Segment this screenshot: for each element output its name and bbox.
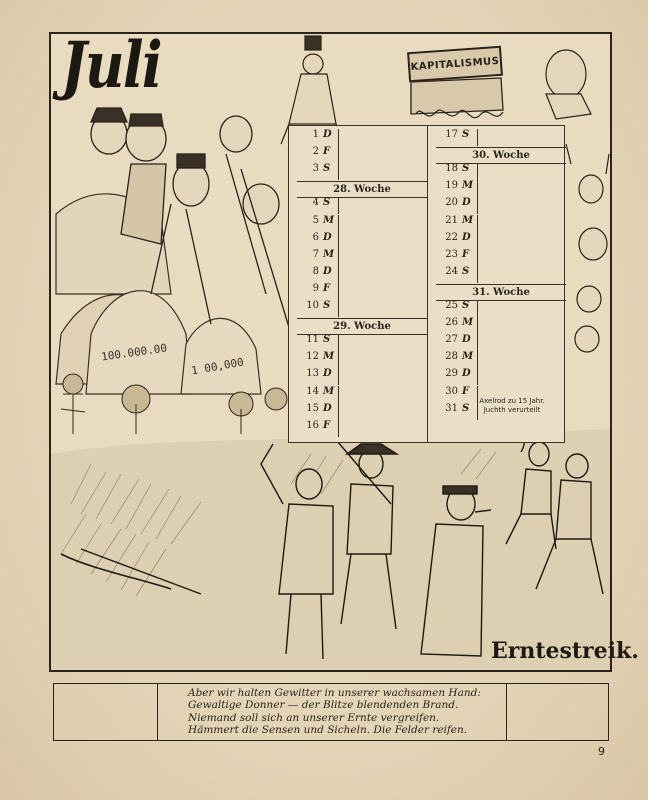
row-separator xyxy=(338,197,339,214)
weekday-letter: F xyxy=(323,146,331,158)
calendar-day-row xyxy=(428,129,566,146)
calendar-day-row xyxy=(428,180,566,197)
weekday-letter: S xyxy=(323,300,331,311)
row-separator xyxy=(477,249,478,266)
day-number: 8 xyxy=(312,265,319,277)
poem-text xyxy=(188,687,481,737)
weekday-letter: D xyxy=(462,197,471,209)
day-number: 18 xyxy=(445,163,458,175)
row-separator xyxy=(477,266,478,283)
day-number: 28 xyxy=(445,351,458,363)
calendar-day-row xyxy=(289,403,427,420)
poem-line: Niemand soll sich an unserer Ernte vergreifen. xyxy=(188,711,440,724)
calendar-day-row xyxy=(289,334,427,351)
calendar-day-row xyxy=(428,300,566,317)
calendar-day-row xyxy=(289,232,427,249)
calendar-day-row xyxy=(289,249,427,266)
row-separator xyxy=(477,180,478,197)
week-header: 29. Woche xyxy=(297,318,427,335)
weekday-letter: M xyxy=(323,351,335,363)
weekday-letter: S xyxy=(462,300,470,311)
row-separator xyxy=(338,386,339,403)
row-separator xyxy=(477,197,478,214)
poem-box xyxy=(53,683,609,741)
week-header: 31. Woche xyxy=(436,284,566,301)
calendar-day-row xyxy=(289,283,427,300)
weekday-letter: M xyxy=(323,385,335,397)
day-number: 21 xyxy=(445,214,458,226)
day-number: 10 xyxy=(306,300,319,311)
day-number: 9 xyxy=(312,282,319,294)
weekday-letter: D xyxy=(323,231,332,243)
row-separator xyxy=(477,334,478,351)
weekday-letter: M xyxy=(462,351,474,363)
poem-divider xyxy=(157,684,158,740)
day-number: 19 xyxy=(445,180,458,192)
calendar-day-row xyxy=(289,368,427,385)
weekday-letter: F xyxy=(462,385,470,397)
calendar-day-row xyxy=(428,266,566,283)
calendar-day-row xyxy=(289,420,427,437)
day-number: 12 xyxy=(306,351,319,363)
calendar-day-row xyxy=(428,351,566,368)
row-separator xyxy=(338,351,339,368)
row-separator xyxy=(477,232,478,249)
weekday-letter: D xyxy=(323,129,332,140)
row-separator xyxy=(338,283,339,300)
day-number: 24 xyxy=(445,265,458,277)
weekday-letter: D xyxy=(462,368,471,380)
day-number: 26 xyxy=(445,317,458,329)
calendar-column-left xyxy=(289,126,428,442)
day-number: 25 xyxy=(445,300,458,311)
day-number: 6 xyxy=(312,231,319,243)
row-separator xyxy=(338,232,339,249)
weekday-letter: F xyxy=(323,419,331,431)
capitalism-sign: KAPITALISMUS xyxy=(407,46,503,82)
day-number: 4 xyxy=(312,197,319,209)
weekday-letter: M xyxy=(323,248,335,260)
weekday-letter: S xyxy=(323,334,331,346)
calendar-day-row xyxy=(428,368,566,385)
day-number: 17 xyxy=(445,129,458,140)
weekday-letter: S xyxy=(462,402,470,414)
row-separator xyxy=(338,300,339,317)
weekday-letter: M xyxy=(462,180,474,192)
row-separator xyxy=(338,368,339,385)
weekday-letter: M xyxy=(323,214,335,226)
weekday-letter: F xyxy=(462,248,470,260)
weekday-letter: S xyxy=(462,163,470,175)
day-number: 29 xyxy=(445,368,458,380)
weekday-letter: S xyxy=(323,163,331,175)
weekday-letter: D xyxy=(462,334,471,346)
poem-line: Hämmert die Sensen und Sicheln. Die Felder reifen. xyxy=(188,724,468,737)
row-separator xyxy=(477,368,478,385)
calendar-day-row xyxy=(289,351,427,368)
money-bag-label: 100.000.00 xyxy=(100,341,168,364)
weekday-letter: D xyxy=(462,231,471,243)
weekday-letter: D xyxy=(323,265,332,277)
calendar-note-line: Juchth verurteilt xyxy=(483,406,541,414)
row-separator xyxy=(338,334,339,351)
calendar-column-right xyxy=(428,126,566,442)
row-separator xyxy=(338,215,339,232)
weekday-letter: D xyxy=(323,402,332,414)
month-title: Juli xyxy=(61,28,161,103)
calendar-day-row xyxy=(428,215,566,232)
row-separator xyxy=(338,129,339,146)
weekday-letter: S xyxy=(462,265,470,277)
row-separator xyxy=(477,215,478,232)
calendar-note-line: Axelrod zu 15 Jahr. xyxy=(479,397,545,405)
row-separator xyxy=(338,403,339,420)
calendar-day-row xyxy=(289,146,427,163)
day-number: 22 xyxy=(445,231,458,243)
calendar-day-row xyxy=(289,163,427,180)
week-header: 30. Woche xyxy=(436,147,566,164)
weekday-letter: F xyxy=(323,282,331,294)
calendar-day-row xyxy=(428,232,566,249)
calendar-day-row xyxy=(289,197,427,214)
calendar-day-row xyxy=(289,386,427,403)
poem-line: Gewaltige Donner — der Blitze blendenden Brand. xyxy=(188,699,459,712)
day-number: 2 xyxy=(312,146,319,158)
poem-line: Aber wir halten Gewitter in unserer wachsamen Hand: xyxy=(188,687,481,699)
row-separator xyxy=(477,163,478,180)
day-number: 23 xyxy=(445,248,458,260)
poem-divider xyxy=(506,684,507,740)
row-separator xyxy=(338,146,339,163)
week-header: 28. Woche xyxy=(297,181,427,198)
day-number: 31 xyxy=(445,402,458,414)
row-separator xyxy=(338,249,339,266)
weekday-letter: D xyxy=(323,368,332,380)
row-separator xyxy=(477,129,478,146)
day-number: 14 xyxy=(306,385,319,397)
calendar-day-row xyxy=(289,266,427,283)
row-separator xyxy=(477,317,478,334)
day-number: 27 xyxy=(445,334,458,346)
row-separator xyxy=(338,266,339,283)
day-number: 16 xyxy=(306,419,319,431)
illustration-caption: Erntestreik. xyxy=(491,638,639,664)
row-separator xyxy=(477,351,478,368)
calendar-day-row xyxy=(428,163,566,180)
day-number: 11 xyxy=(306,334,319,346)
calendar-day-row xyxy=(428,197,566,214)
day-number: 7 xyxy=(312,248,319,260)
day-number: 30 xyxy=(445,385,458,397)
day-number: 5 xyxy=(312,214,319,226)
weekday-letter: S xyxy=(462,129,470,140)
day-number: 15 xyxy=(306,402,319,414)
weekday-letter: M xyxy=(462,317,474,329)
row-separator xyxy=(338,163,339,180)
weekday-letter: M xyxy=(462,214,474,226)
day-number: 1 xyxy=(312,129,319,140)
calendar-day-row xyxy=(428,249,566,266)
day-number: 20 xyxy=(445,197,458,209)
calendar-day-row xyxy=(289,129,427,146)
calendar-day-row xyxy=(428,334,566,351)
row-separator xyxy=(338,420,339,437)
day-number: 13 xyxy=(306,368,319,380)
calendar-day-row xyxy=(289,215,427,232)
page-number: 9 xyxy=(598,745,605,758)
day-number: 3 xyxy=(312,163,319,175)
calendar-note xyxy=(462,397,562,415)
calendar-day-row xyxy=(289,300,427,317)
calendar-day-row xyxy=(428,317,566,334)
weekday-letter: S xyxy=(323,197,331,209)
row-separator xyxy=(477,300,478,317)
money-bag-label: 1 00,000 xyxy=(190,355,245,378)
calendar-table xyxy=(288,125,565,443)
